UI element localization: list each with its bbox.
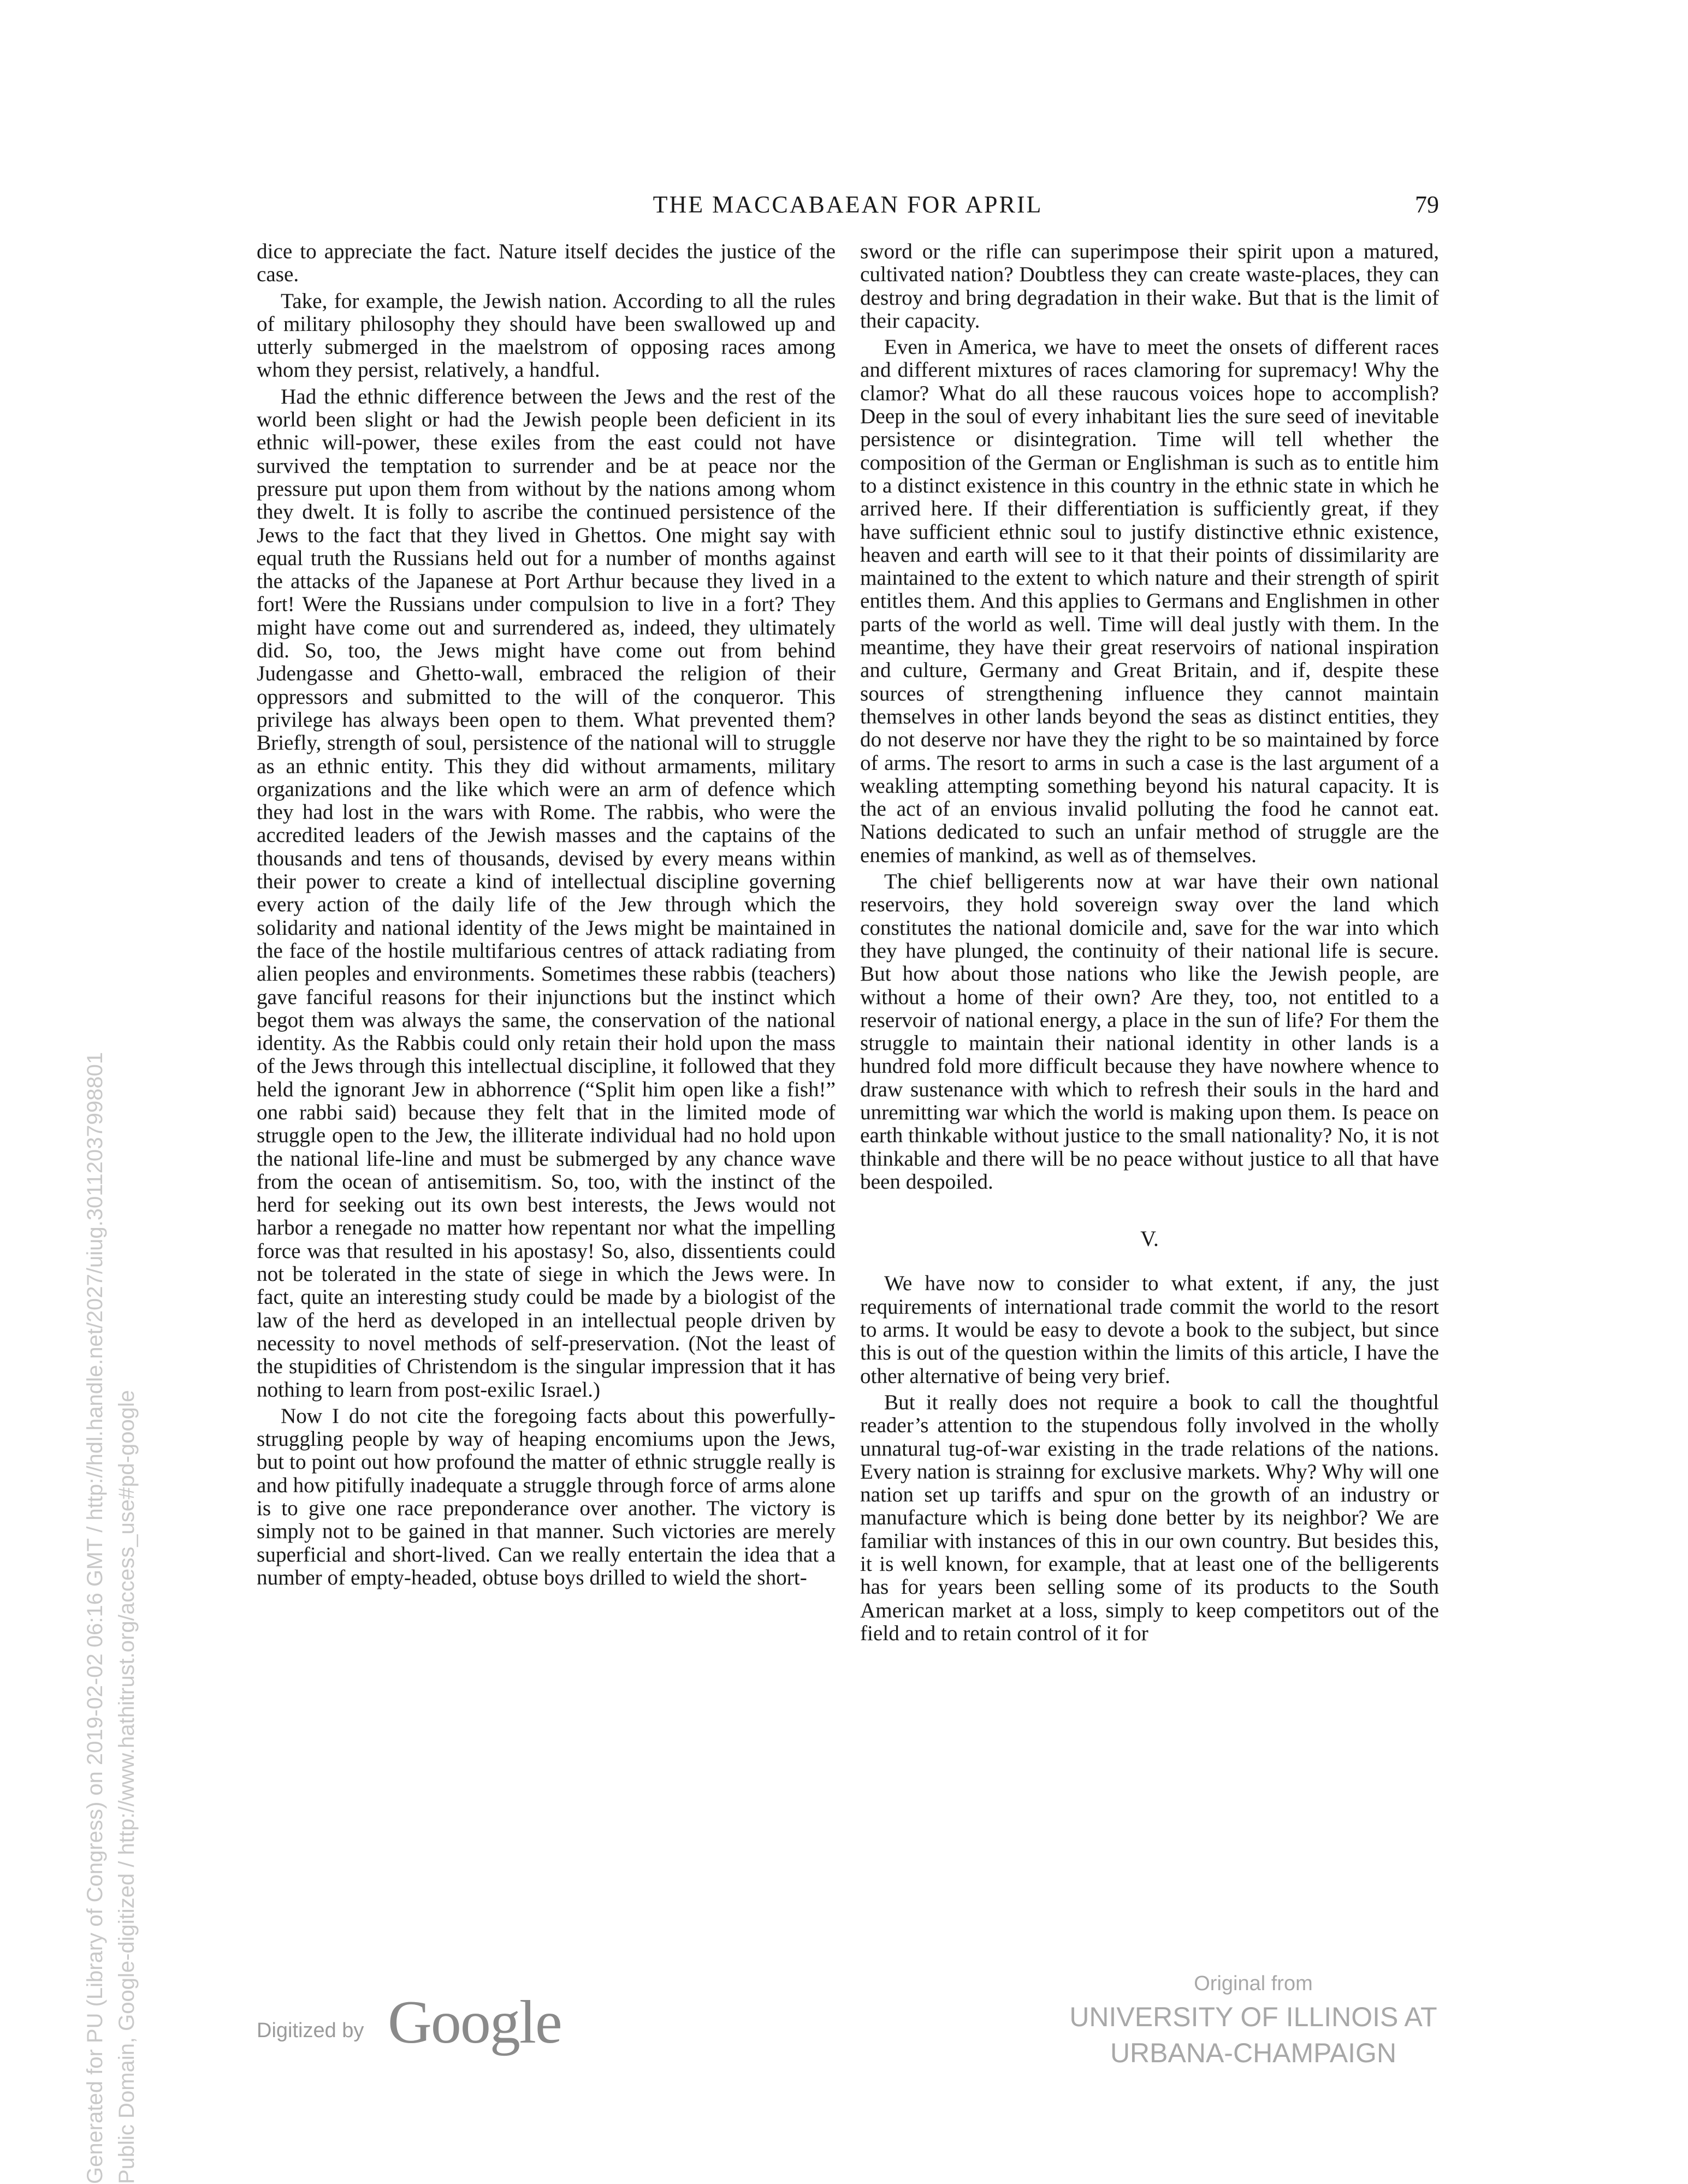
paragraph: Had the ethnic difference between the Jews and the rest of the world been slight or had the Jewish people been deficient in its ethnic will-power, these exiles from the east could not have survived the temptation to surrender and be at peace nor the pressure put upon them from without by the nations among whom they dwelt. It is folly to ascribe the continued persistence of the Jews to the fact that they lived in Ghettos. One might say with equal truth the Russians held out for a number of months against the attacks of the Japanese at Port Arthur because they lived in a fort! Were the Russians under compulsion to live in a fort? They might have come out and surrendered as, indeed, they ultimately did. So, too, the Jews might have come out from behind Judengasse and Ghetto-wall, embraced the religion of their oppressors and submitted to the will of the conqueror. This privilege has always been open to them. What prevented them? Briefly, strength of soul, persistence of the national will to struggle as an ethnic entity. This they did without armaments, military organizations and the like which were an arm of defence which they had lost in the wars with Rome. The rabbis, who were the accredited leaders of the Jewish masses and the captains of the thousands and tens of thousands, devised by every means within their power to create a kind of intellectual discipline governing every action of the daily life of the Jew through which the solidarity and national identity of the Jews might be maintained in the face of the hostile multifarious centres of attack radiating from alien peoples and environments. Sometimes these rabbis (teachers) gave fanciful reasons for their injunctions but the instinct which begot them was always the same, the conservation of the national identity. As the Rabbis could only retain their hold upon the mass of the Jews through this intellectual discipline, it followed that they held the ignorant Jew in abhorrence (“Split him open like a fish!” one rabbi said) because they felt that in the limited mode of struggle open to the Jew, the illiterate individual had no hold upon the national life-line and must be submerged by any chance wave from the ocean of antisemitism. So, too, with the instinct of the herd for seeking out its own best interests, the Jews would not harbor a renegade no matter how repentant nor what the impelling force was that resulted in his apostasy! So, also, dissentients could not be tolerated in the state of siege in which the Jews were. In fact, quite an interesting study could be made by a biologist of the law of the herd as developed in an intellectual people driven by necessity to novel methods of self-preservation. (Not the least of the stupidities of Christendom is the singular impression that it has nothing to learn from post-exilic Israel.) — [257, 384, 836, 1402]
left-column — [257, 240, 836, 1589]
paragraph: But it really does not require a book to call the thoughtful reader’s attention to the stupendous folly involved in the wholly unnatural tug-of-war existing in the trade relations of the nations. Every nation is strainng for exclusive markets. Why? Why will one nation set up tariffs and spur on the growth of an industry or manufacture which is being done better by its neighbor? We are familiar with instances of this in our own country. But besides this, it is well known, for example, that at least one of the belligerents has for years been selling some of its products to the South American market at a loss, simply to keep competitors out of the field and to retain control of it for — [860, 1390, 1439, 1645]
paragraph: We have now to consider to what extent, if any, the just requirements of international trade commit the world to the resort to arms. It would be easy to devote a book to the subject, but since this is out of the question within the limits of this article, I have the other alternative of being very brief. — [860, 1272, 1439, 1388]
institution-name: UNIVERSITY OF ILLINOIS AT — [1069, 2002, 1437, 2032]
paragraph: dice to appreciate the fact. Nature itself decides the justice of the case. — [257, 240, 836, 287]
paragraph: Even in America, we have to meet the onsets of different races and different mixtures of races clamoring for supremacy! Why the clamor? What do all these raucous voices hope to accomplish? Deep in the soul of every inhabitant lies the sure seed of inevitable persistence or disintegration. Time will tell whether the composition of the German or Englishman is such as to entitle him to a distinct existence in this country in the ethnic state in which he arrived here. If their differentiation is sufficiently great, if they have sufficient ethnic soul to justify distinctive ethnic existence, heaven and earth will see to it that their points of dissimilarity are maintained to the extent to which nature and their strength of spirit entitles them. And this applies to Germans and Englishmen in other parts of the world as well. Time will deal justly with them. In the meantime, they have their great reservoirs of national inspiration and culture, Germany and Great Britain, and if, despite these sources of strengthening influence they cannot maintain themselves in other lands beyond the seas as distinct entities, they do not deserve nor have they the right to be so maintained by force of arms. The resort to arms in such a case is the last argument of a weakling attempting something beyond his natural capacity. It is the act of an envious invalid polluting the food he cannot eat. Nations dedicated to such an unfair method of struggle are the enemies of mankind, as well as of themselves. — [860, 335, 1439, 867]
section-heading: V. — [1140, 1226, 1159, 1251]
running-title: THE MACCABAEAN FOR APRIL — [653, 191, 1043, 218]
watermark-line: Public Domain, Google-digitized / http://www.hathitrust.org/access_use#pd-google — [115, 1390, 139, 2184]
paragraph: sword or the rifle can superimpose their spirit upon a matured, cultivated nation? Doubtless they can create waste-places, they can destroy and bring degradation in their wake. But that is the limit of their capacity. — [860, 240, 1439, 333]
digitized-by-label: Digitized by — [257, 2019, 364, 2042]
right-column — [860, 240, 1439, 1645]
institution-location: URBANA-CHAMPAIGN — [1110, 2038, 1397, 2068]
page-header — [257, 188, 1439, 221]
margin-watermark — [79, 109, 143, 2184]
digitized-by-google-logo — [257, 1987, 584, 2056]
google-wordmark: Google — [388, 1989, 561, 2056]
paragraph: The chief belligerents now at war have their own national reservoirs, they hold sovereign sway over the land which constitutes the national domicile and, save for the war into which they have plunged, the continuity of their national life is secure. But how about those nations who like the Jewish people, are without a home of their own? Are they, too, not entitled to a reservoir of national energy, a place in the sun of life? For them the struggle to maintain their national identity in other lands is a hundred fold more difficult because they have nowhere whence to draw sustenance with which to refresh their souls in the hard and unremitting war which the world is making upon them. Is peace on earth thinkable without justice to the small nationality? No, it is not thinkable and there will be no peace without justice to all that have been despoiled. — [860, 870, 1439, 1194]
original-from-label: Original from — [1194, 1972, 1313, 1995]
paragraph: Take, for example, the Jewish nation. According to all the rules of military philosophy they should have been swallowed up and utterly submerged in the maelstrom of opposing races among whom they persist, relatively, a handful. — [257, 289, 836, 382]
watermark-line: Generated for PU (Library of Congress) on 2019-02-02 06:16 GMT / http://hdl.handle.net/2027/uiug.30112037998801 — [83, 1052, 107, 2184]
original-from-stamp — [1057, 1968, 1450, 2071]
page-number: 79 — [1415, 191, 1439, 218]
paragraph: Now I do not cite the foregoing facts about this powerfully-struggling people by way of heaping encomiums upon the Jews, but to point out how profound the matter of ethnic struggle really is and how pitifully inadequate a struggle through force of arms alone is to give one race preponderance over another. The victory is simply not to be gained in that manner. Such victories are merely superficial and short-lived. Can we really entertain the idea that a number of empty-headed, obtuse boys drilled to wield the short- — [257, 1404, 836, 1589]
